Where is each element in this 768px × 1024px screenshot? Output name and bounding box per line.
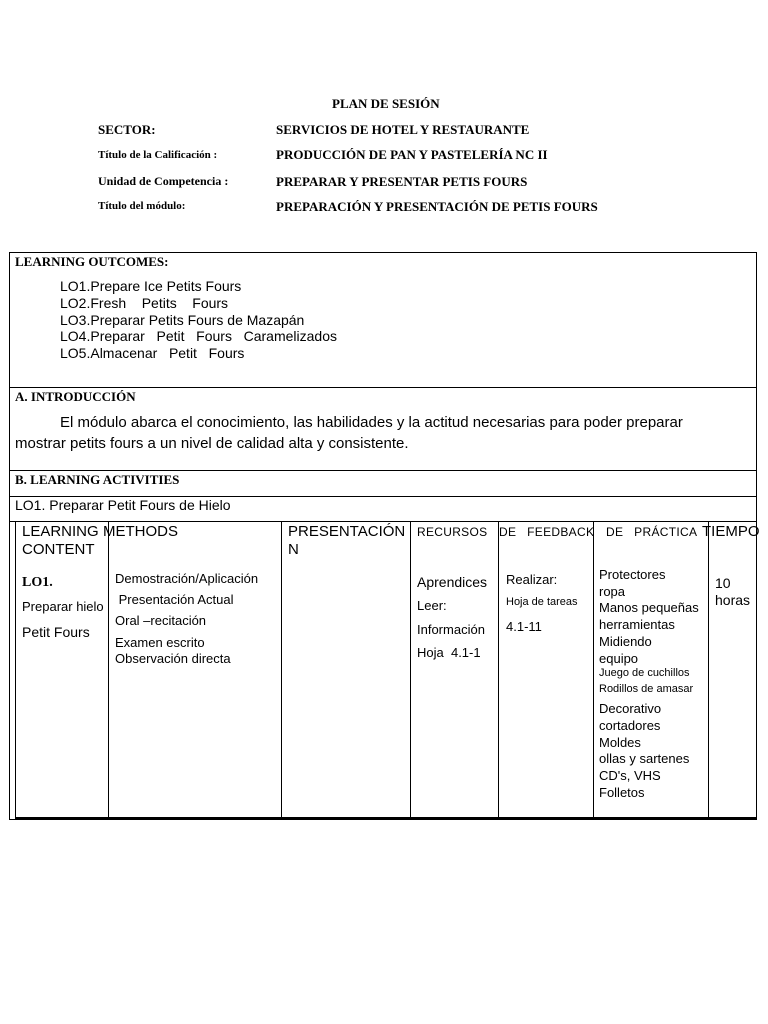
column-header-feedback: DE FEEDBACK <box>499 525 595 539</box>
feedback-item: Realizar: <box>506 572 558 587</box>
method-item: Demostración/Aplicación <box>115 571 259 586</box>
table-border <box>15 521 16 819</box>
practice-item: Decorativo <box>599 701 662 716</box>
page-title: PLAN DE SESIÓN <box>332 96 440 111</box>
practice-item: herramientas <box>599 617 675 632</box>
introduction-text-line1: El módulo abarca el conocimiento, las habilidades y la actitud necesarias para poder preparar <box>60 414 683 431</box>
qualification-label: Título de la Calificación : <box>98 149 218 161</box>
resource-item: Información <box>417 622 485 637</box>
learning-outcome-item: LO4.Preparar Petit Fours Caramelizados <box>60 328 337 344</box>
column-divider <box>108 521 109 819</box>
table-bottom-border <box>15 817 757 819</box>
sector-label: SECTOR: <box>98 122 156 137</box>
divider <box>9 521 757 522</box>
practice-item: ropa <box>599 584 626 599</box>
practice-item: equipo <box>599 651 639 666</box>
practice-item: Juego de cuchillos <box>599 667 690 679</box>
practice-item: Midiendo <box>599 634 652 649</box>
column-header-recursos: RECURSOS <box>417 525 488 539</box>
content-line: Petit Fours <box>22 624 90 640</box>
content-lo-number: LO1. <box>22 575 53 590</box>
learning-outcome-item: LO3.Preparar Petits Fours de Mazapán <box>60 312 305 328</box>
learning-outcome-item: LO1.Prepare Ice Petits Fours <box>60 278 242 294</box>
activity-subheading: LO1. Preparar Petit Fours de Hielo <box>15 497 231 513</box>
practice-item: Manos pequeñas <box>599 600 699 615</box>
feedback-item: 4.1-11 <box>506 619 542 634</box>
time-value: 10 <box>715 575 731 591</box>
introduction-text-line2: mostrar petits fours a un nivel de calidad alta y consistente. <box>15 435 409 452</box>
column-divider <box>281 521 282 819</box>
learning-activities-heading: B. LEARNING ACTIVITIES <box>15 472 180 487</box>
resource-item: Aprendices <box>417 574 488 590</box>
practice-item: Folletos <box>599 785 645 800</box>
column-divider <box>410 521 411 819</box>
feedback-item: Hoja de tareas <box>506 596 578 608</box>
column-header-methods: METHODS <box>103 523 178 540</box>
column-header-practica: DE PRÁCTICA <box>606 525 698 539</box>
column-header-content: CONTENT <box>22 541 95 558</box>
column-divider <box>593 521 594 819</box>
column-header-tiempo: TIEMPO <box>702 523 760 540</box>
column-header-learning: LEARNING <box>22 523 99 540</box>
divider <box>9 387 757 388</box>
time-unit: horas <box>715 592 751 608</box>
content-line: Preparar hielo <box>22 599 104 614</box>
practice-item: Moldes <box>599 735 641 750</box>
method-item: Oral –recitación <box>115 613 207 628</box>
method-item: Presentación Actual <box>115 592 234 607</box>
learning-outcomes-heading: LEARNING OUTCOMES: <box>15 254 169 269</box>
qualification-value: PRODUCCIÓN DE PAN Y PASTELERÍA NC II <box>276 147 548 162</box>
introduction-heading: A. INTRODUCCIÓN <box>15 389 136 404</box>
resource-item: Leer: <box>417 598 447 613</box>
practice-item: cortadores <box>599 718 661 733</box>
practice-item: ollas y sartenes <box>599 751 690 766</box>
resource-item: Hoja 4.1-1 <box>417 645 481 660</box>
method-item: Examen escrito <box>115 635 205 650</box>
practice-item: Protectores <box>599 567 666 582</box>
competency-unit-label: Unidad de Competencia : <box>98 174 229 188</box>
sector-value: SERVICIOS DE HOTEL Y RESTAURANTE <box>276 122 530 137</box>
column-divider <box>708 521 709 819</box>
competency-unit-value: PREPARAR Y PRESENTAR PETIS FOURS <box>276 174 528 189</box>
column-header-presentacion-wrap: N <box>288 541 299 558</box>
practice-item: Rodillos de amasar <box>599 683 694 695</box>
column-divider <box>498 521 499 819</box>
column-header-presentacion: PRESENTACIÓN <box>288 523 406 540</box>
module-title-value: PREPARACIÓN Y PRESENTACIÓN DE PETIS FOURS <box>276 199 598 214</box>
module-title-label: Título del módulo: <box>98 200 186 212</box>
learning-outcome-item: LO2.Fresh Petits Fours <box>60 295 229 311</box>
practice-item: CD's, VHS <box>599 768 661 783</box>
method-item: Observación directa <box>115 651 231 666</box>
divider <box>9 470 757 471</box>
learning-outcome-item: LO5.Almacenar Petit Fours <box>60 345 245 361</box>
